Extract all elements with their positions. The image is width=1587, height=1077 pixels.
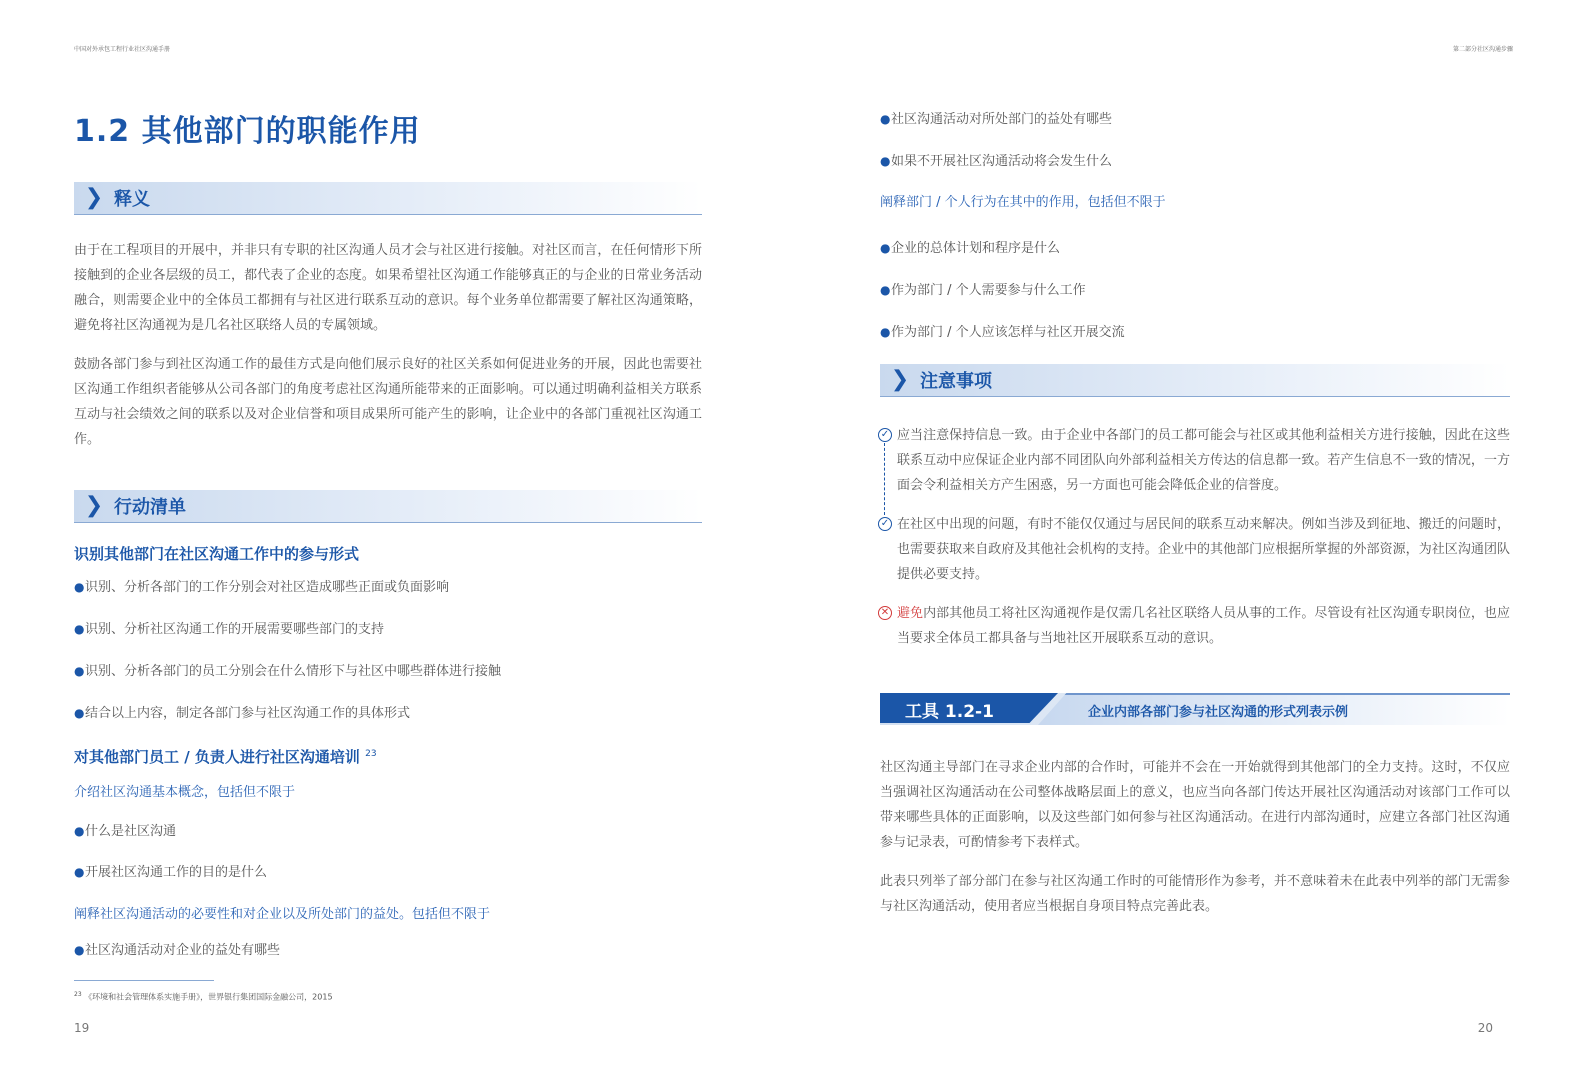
chevron-right-icon: ❯ xyxy=(84,493,104,518)
bullet-dot-icon: ● xyxy=(880,241,891,255)
dashed-connector xyxy=(884,443,885,515)
page-number-right: 20 xyxy=(1477,1021,1493,1035)
section-bar-definition xyxy=(74,182,702,215)
check-circle-icon: ✓ xyxy=(878,517,892,531)
page-title: 1.2 其他部门的职能作用 xyxy=(74,114,421,149)
x-circle-icon: ✕ xyxy=(878,606,892,620)
section-title-notes: 注意事项 xyxy=(920,371,992,392)
tool-banner xyxy=(880,693,1510,725)
footnote-ref[interactable]: 23 xyxy=(365,749,377,759)
list-item: ● 什么是社区沟通 xyxy=(74,824,177,839)
list-item: ● 结合以上内容，制定各部门参与社区沟通工作的具体形式 xyxy=(74,706,411,721)
section-bar-action xyxy=(74,490,702,523)
list-item: ● 如果不开展社区沟通活动将会发生什么 xyxy=(880,154,1113,169)
tool-title: 企业内部各部门参与社区沟通的形式列表示例 xyxy=(1088,705,1349,720)
page-number-left: 19 xyxy=(74,1021,90,1035)
section-title-action: 行动清单 xyxy=(114,497,186,518)
note-check-1: ✓ 应当注意保持信息一致。由于企业中各部门的员工都可能会与社区或其他利益相关方进行接触，因此在这些联系互动中应保证企业内部不同团队向外部利益相关方传达的信息都一致。若产生信息不一致的情况，一方面会令利益相关方产生困惑，另一方面也可能会降低企业的信誉度。 xyxy=(880,423,1510,498)
section-bar-notes xyxy=(880,364,1510,397)
bullet-dot-icon: ● xyxy=(880,154,891,168)
footnote-divider xyxy=(74,980,214,981)
definition-paragraph-1: 由于在工程项目的开展中，并非只有专职的社区沟通人员才会与社区进行接触。对社区而言，在任何情形下所接触到的企业各层级的员工，都代表了企业的态度。如果希望社区沟通工作能够真正的与企业的日常业务活动融合，则需要企业中的全体员工都拥有与社区进行联系互动的意识。每个业务单位都需要了解社区沟通策略，避免将社区沟通视为是几名社区联络人员的专属领域。 xyxy=(74,243,702,333)
list-item: ● 作为部门 / 个人应该怎样与社区开展交流 xyxy=(880,325,1125,340)
running-title-left: 中国对外承包工程行业社区沟通手册 xyxy=(74,46,171,53)
list-item: ● 作为部门 / 个人需要参与什么工作 xyxy=(880,283,1086,298)
section-title-definition: 释义 xyxy=(114,189,150,210)
training-heading: 对其他部门员工 / 负责人进行社区沟通培训 $^{23}$ xyxy=(74,748,377,766)
running-title-right: 第二部分社区沟通步骤 xyxy=(1452,46,1513,53)
list-item: ● 开展社区沟通工作的目的是什么 xyxy=(74,865,268,880)
tool-paragraph-2: 此表只列举了部分部门在参与社区沟通工作时的可能情形作为参考，并不意味着未在此表中列举的部门无需参与社区沟通活动，使用者应当根据自身项目特点完善此表。 xyxy=(880,874,1510,914)
bullet-dot-icon: ● xyxy=(74,664,85,678)
left-page xyxy=(74,104,702,1003)
list-item: ● 识别、分析各部门的工作分别会对社区造成哪些正面或负面影响 xyxy=(74,580,450,595)
intro-concepts: 介绍社区沟通基本概念，包括但不限于 xyxy=(74,785,296,800)
right-page xyxy=(880,104,1510,919)
bullet-dot-icon: ● xyxy=(74,865,85,879)
tool-number: 工具 1.2-1 xyxy=(905,702,994,722)
intro-roles: 阐释部门 / 个人行为在其中的作用，包括但不限于 xyxy=(880,195,1166,210)
check-circle-icon: ✓ xyxy=(878,428,892,442)
bullet-dot-icon: ● xyxy=(74,943,85,957)
footnote: $^{23}$ 《环境和社会管理体系实施手册》，世界银行集团国际金融公司，2015 xyxy=(74,991,333,1002)
bullet-dot-icon: ● xyxy=(880,112,891,126)
list-item: ● 社区沟通活动对企业的益处有哪些 xyxy=(74,943,281,958)
chevron-right-icon: ❯ xyxy=(890,367,910,392)
list-item: ● 企业的总体计划和程序是什么 xyxy=(880,241,1061,256)
tool-paragraph-1: 社区沟通主导部门在寻求企业内部的合作时，可能并不会在一开始就得到其他部门的全力支持。这时，不仅应当强调社区沟通活动在公司整体战略层面上的意义，也应当向各部门传达开展社区沟通活动对该部门工作可以带来哪些具体的正面影响，以及这些部门如何参与社区沟通活动。在进行内部沟通时，应建立各部门社区沟通参与记录表，可酌情参考下表样式。 xyxy=(880,760,1510,850)
bullet-dot-icon: ● xyxy=(74,580,85,594)
intro-necessity: 阐释社区沟通活动的必要性和对企业以及所处部门的益处。包括但不限于 xyxy=(74,907,491,922)
note-check-2: ✓ 在社区中出现的问题，有时不能仅仅通过与居民间的联系互动来解决。例如当涉及到征地、搬迁的问题时，也需要获取来自政府及其他社会机构的支持。企业中的其他部门应根据所掌握的外部资源，为社区沟通团队提供必要支持。 xyxy=(880,512,1510,587)
definition-paragraph-2: 鼓励各部门参与到社区沟通工作的最佳方式是向他们展示良好的社区关系如何促进业务的开展，因此也需要社区沟通工作组织者能够从公司各部门的角度考虑社区沟通所能带来的正面影响。可以通过明确利益相关方联系互动与社会绩效之间的联系以及对企业信誉和项目成果所可能产生的影响，让企业中的各部门重视社区沟通工作。 xyxy=(74,357,702,447)
identify-heading: 识别其他部门在社区沟通工作中的参与形式 xyxy=(74,545,360,563)
note-avoid: ✕ 避免内部其他员工将社区沟通视作是仅需几名社区联络人员从事的工作。尽管设有社区沟通专职岗位，也应当要求全体员工都具备与当地社区开展联系互动的意识。 xyxy=(880,601,1510,651)
bullet-dot-icon: ● xyxy=(880,283,891,297)
bullet-dot-icon: ● xyxy=(74,824,85,838)
bullet-dot-icon: ● xyxy=(880,325,891,339)
chevron-right-icon: ❯ xyxy=(84,185,104,210)
list-item: ● 识别、分析社区沟通工作的开展需要哪些部门的支持 xyxy=(74,622,385,637)
list-item: ● 社区沟通活动对所处部门的益处有哪些 xyxy=(880,112,1113,127)
bullet-dot-icon: ● xyxy=(74,706,85,720)
list-item: ● 识别、分析各部门的员工分别会在什么情形下与社区中哪些群体进行接触 xyxy=(74,664,502,679)
bullet-dot-icon: ● xyxy=(74,622,85,636)
